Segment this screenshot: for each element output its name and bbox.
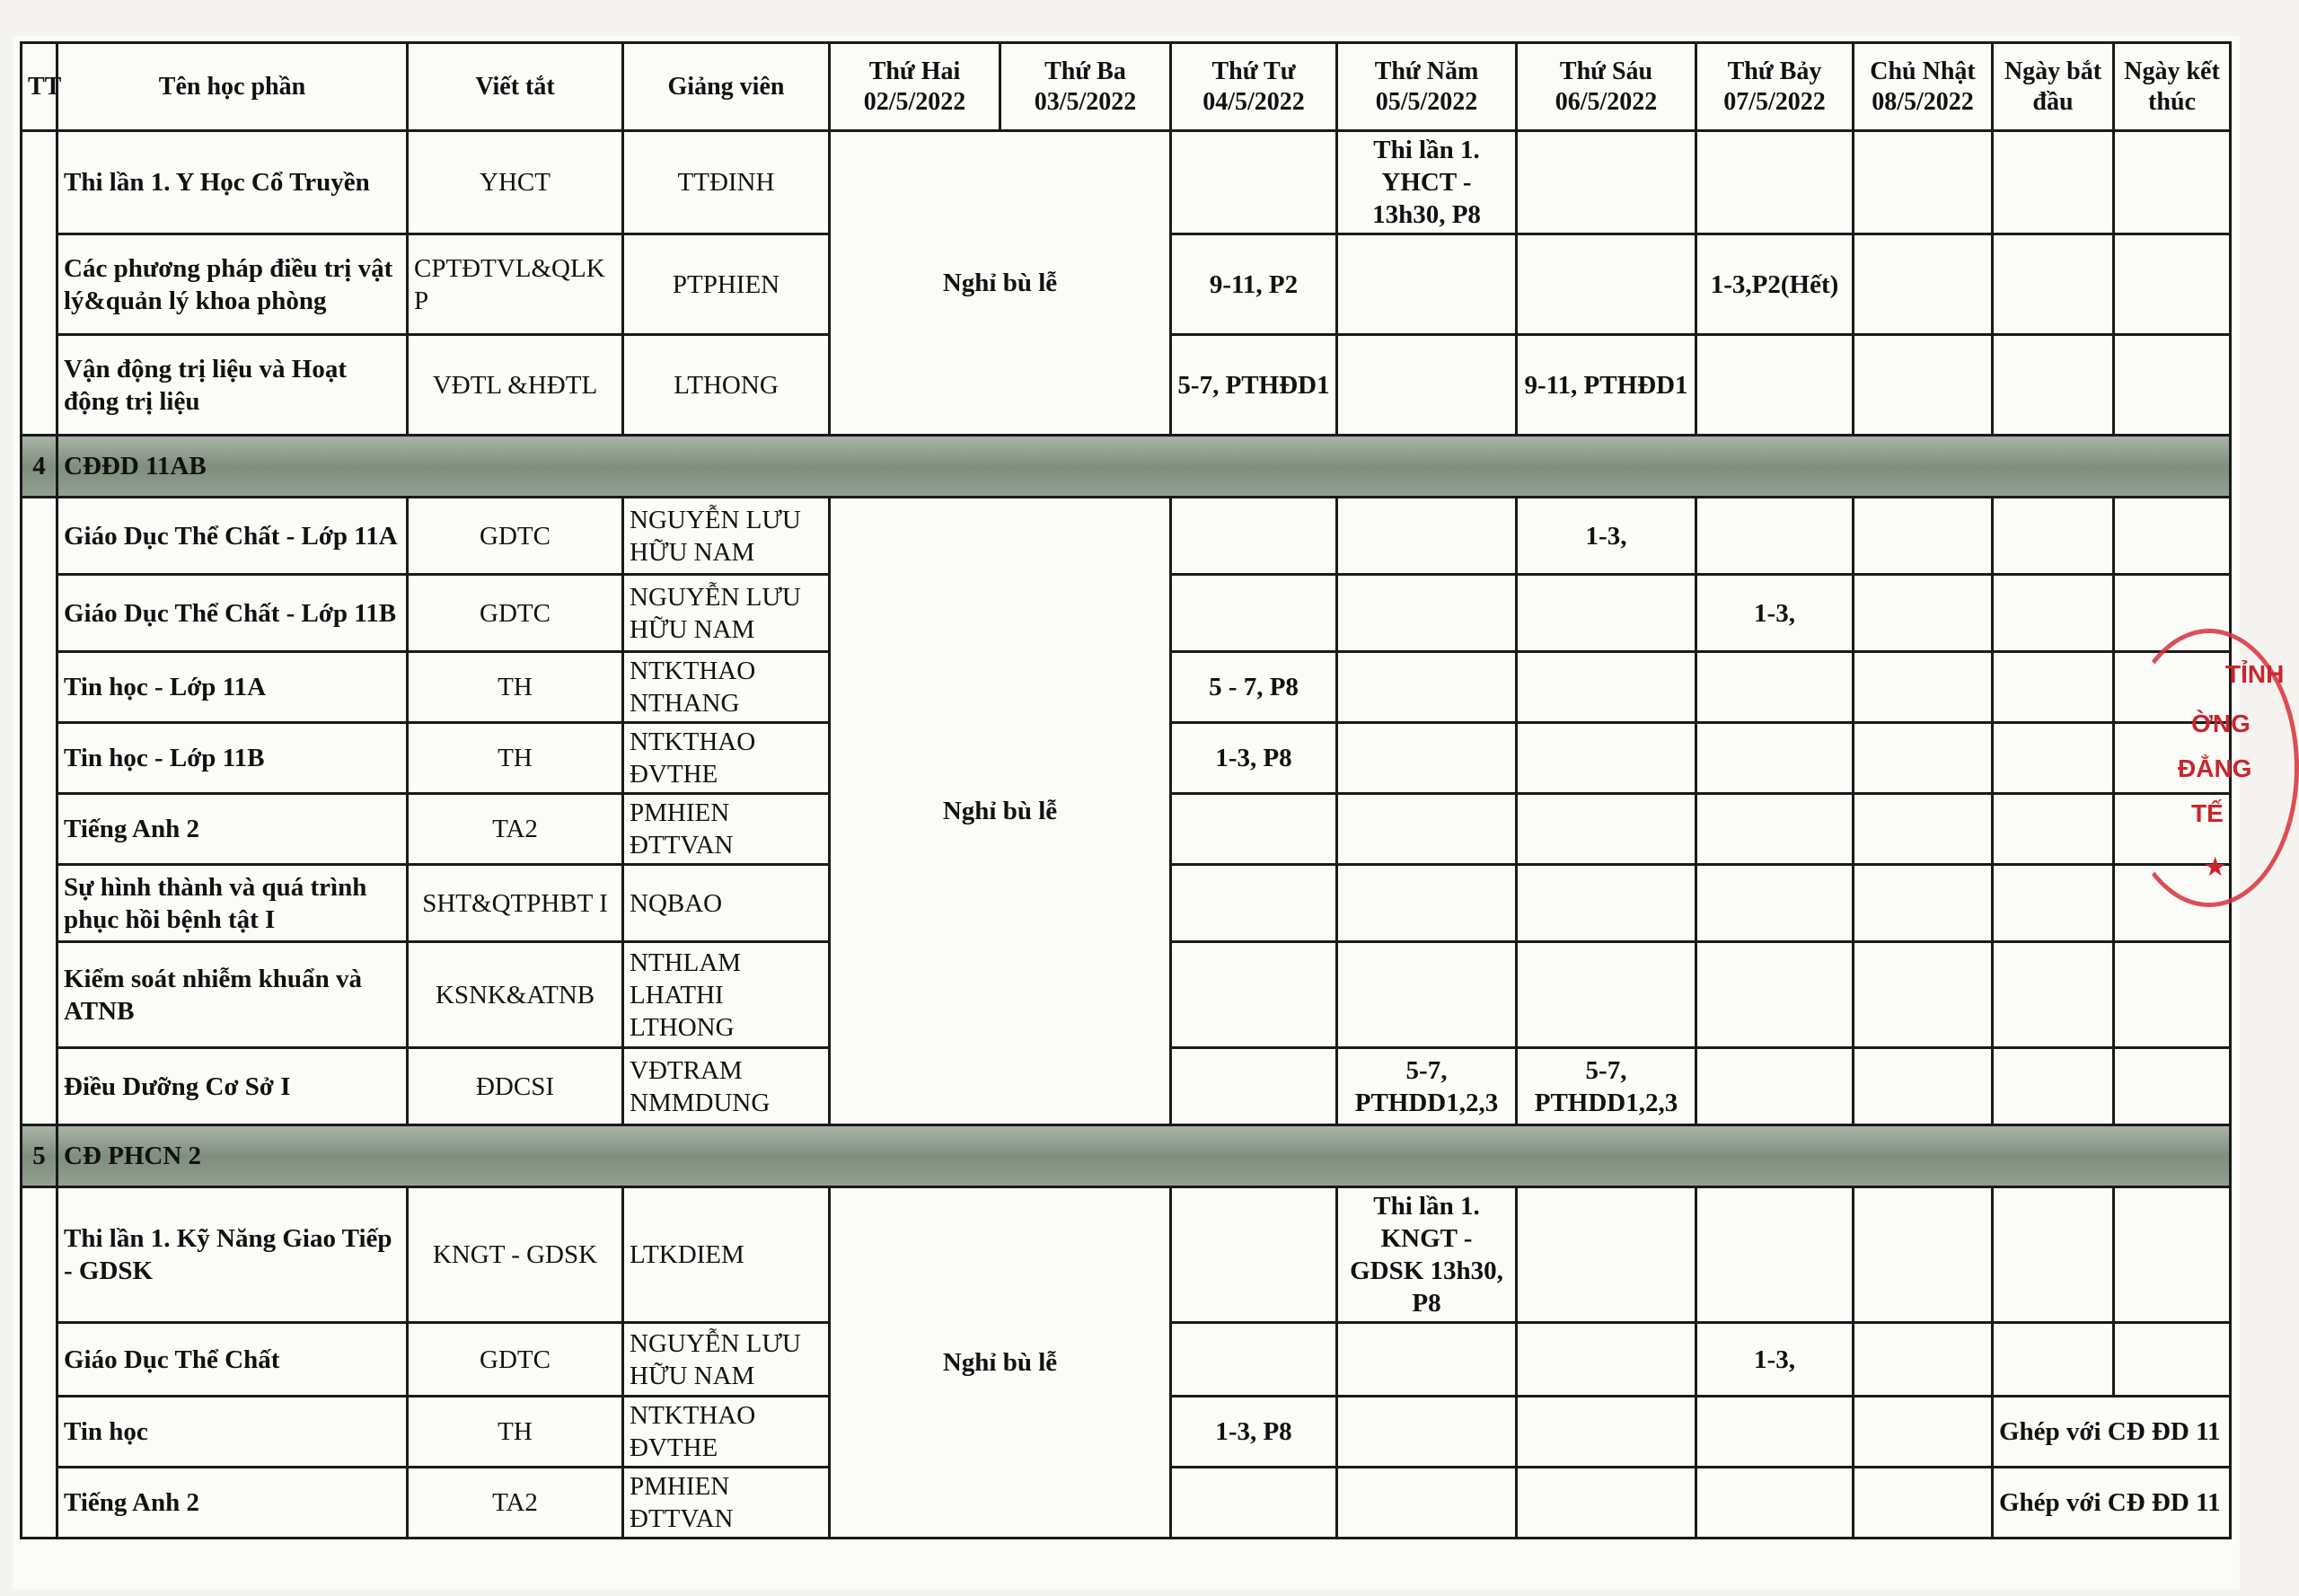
lecturer: LTHONG: [623, 335, 830, 436]
lecturer: NGUYỄN LƯU HỮU NAM: [623, 575, 830, 652]
table-row: [22, 131, 2231, 234]
course-abbr: ĐDCSI: [408, 1048, 623, 1125]
table-row: Điều Dưỡng Cơ Sở I ĐDCSI VĐTRAM NMMDUNG 5-7, PTHDD1,2,3 5-7, PTHDD1,2,3: [22, 1048, 2231, 1125]
table-row: Tin học - Lớp 11B TH NTKTHAO ĐVTHE 1-3, P8: [22, 723, 2231, 794]
table-row: Tin học TH NTKTHAO ĐVTHE 1-3, P8 Ghép với CĐ ĐD 11: [22, 1397, 2231, 1468]
exam-cell: Thi lần 1. KNGT - GDSK 13h30, P8: [1337, 1187, 1517, 1323]
stamp-text: TỈNH: [2225, 660, 2285, 688]
course-abbr: KSNK&ATNB: [408, 942, 623, 1048]
course-abbr: TA2: [408, 794, 623, 865]
course-name: Vận động trị liệu và Hoạt động trị liệu: [57, 335, 408, 436]
course-name: Các phương pháp điều trị vật lý&quản lý khoa phòng: [57, 234, 408, 335]
header-day-mon: Thứ Hai 02/5/2022: [830, 43, 1000, 131]
course-abbr: CPTĐTVL&QLKP: [408, 234, 623, 335]
table-row: Vận động trị liệu và Hoạt động trị liệu VĐTL &HĐTL LTHONG 5-7, PTHĐD1 9-11, PTHĐD1: [22, 335, 2231, 436]
course-abbr: GDTC: [408, 498, 623, 575]
header-day-tue: Thứ Ba 03/5/2022: [1000, 43, 1171, 131]
holiday-cell: Nghỉ bù lễ: [830, 498, 1171, 1125]
schedule-table: [20, 41, 2232, 1539]
lecturer: NGUYỄN LƯU HỮU NAM: [623, 1323, 830, 1397]
exam-cell: Thi lần 1. YHCT - 13h30, P8: [1337, 131, 1517, 234]
section-number: 5: [22, 1125, 57, 1187]
lecturer: LTKDIEM: [623, 1187, 830, 1323]
course-name: Kiểm soát nhiễm khuẩn và ATNB: [57, 942, 408, 1048]
table-row: Giáo Dục Thể Chất GDTC NGUYỄN LƯU HỮU NAM 1-3,: [22, 1323, 2231, 1397]
course-abbr: YHCT: [408, 131, 623, 234]
header-course: Tên học phần: [57, 43, 408, 131]
course-name: Thi lần 1. Y Học Cổ Truyền: [57, 131, 408, 234]
header-day-thu: Thứ Năm 05/5/2022: [1337, 43, 1517, 131]
section-header: [22, 1125, 2231, 1187]
lecturer: NTHLAM LHATHI LTHONG: [623, 942, 830, 1048]
course-name: Điều Dưỡng Cơ Sở I: [57, 1048, 408, 1125]
section-title: CĐ PHCN 2: [57, 1125, 2231, 1187]
header-row: [22, 43, 2231, 131]
course-name: Giáo Dục Thể Chất - Lớp 11A: [57, 498, 408, 575]
course-abbr: GDTC: [408, 575, 623, 652]
lecturer: NTKTHAO NTHANG: [623, 652, 830, 723]
section-title: CĐĐD 11AB: [57, 436, 2231, 498]
header-day-fri: Thứ Sáu 06/5/2022: [1517, 43, 1696, 131]
course-abbr: SHT&QTPHBT I: [408, 865, 623, 942]
course-name: Giáo Dục Thể Chất: [57, 1323, 408, 1397]
lecturer: VĐTRAM NMMDUNG: [623, 1048, 830, 1125]
course-name: Tiếng Anh 2: [57, 1468, 408, 1539]
course-abbr: VĐTL &HĐTL: [408, 335, 623, 436]
table-row: Giáo Dục Thể Chất - Lớp 11B GDTC NGUYỄN LƯU HỮU NAM 1-3,: [22, 575, 2231, 652]
lecturer: PMHIEN ĐTTVAN: [623, 1468, 830, 1539]
table-row: Tin học - Lớp 11A TH NTKTHAO NTHANG 5 - 7, P8: [22, 652, 2231, 723]
lecturer: TTĐINH: [623, 131, 830, 234]
lecturer: NGUYỄN LƯU HỮU NAM: [623, 498, 830, 575]
merge-note: Ghép với CĐ ĐD 11: [1993, 1397, 2231, 1468]
lecturer: NQBAO: [623, 865, 830, 942]
course-name: Thi lần 1. Kỹ Năng Giao Tiếp - GDSK: [57, 1187, 408, 1323]
header-tt: TT: [22, 43, 57, 131]
course-abbr: TH: [408, 1397, 623, 1468]
header-day-sat: Thứ Bảy 07/5/2022: [1696, 43, 1854, 131]
lecturer: PTPHIEN: [623, 234, 830, 335]
header-end: Ngày kết thúc: [2114, 43, 2231, 131]
course-abbr: TH: [408, 652, 623, 723]
stamp-text: TẾ: [2191, 799, 2224, 827]
star-icon: ★: [2205, 853, 2226, 880]
course-name: Tin học: [57, 1397, 408, 1468]
course-abbr: TA2: [408, 1468, 623, 1539]
holiday-cell: Nghỉ bù lễ: [830, 1187, 1171, 1539]
lecturer: NTKTHAO ĐVTHE: [623, 1397, 830, 1468]
course-name: Tin học - Lớp 11A: [57, 652, 408, 723]
table-row: Giáo Dục Thể Chất - Lớp 11A GDTC NGUYỄN LƯU HỮU NAM Nghỉ bù lễ 1-3,: [22, 498, 2231, 575]
lecturer: PMHIEN ĐTTVAN: [623, 794, 830, 865]
merge-note: Ghép với CĐ ĐD 11: [1993, 1468, 2231, 1539]
course-name: Giáo Dục Thể Chất - Lớp 11B: [57, 575, 408, 652]
header-start: Ngày bắt đầu: [1993, 43, 2114, 131]
header-day-sun: Chủ Nhật 08/5/2022: [1854, 43, 1993, 131]
course-abbr: KNGT - GDSK: [408, 1187, 623, 1323]
header-lecturer: Giảng viên: [623, 43, 830, 131]
course-name: Tiếng Anh 2: [57, 794, 408, 865]
course-name: Tin học - Lớp 11B: [57, 723, 408, 794]
holiday-cell: Nghỉ bù lễ: [830, 131, 1171, 436]
header-day-wed: Thứ Tư 04/5/2022: [1171, 43, 1337, 131]
section-number: 4: [22, 436, 57, 498]
course-name: Sự hình thành và quá trình phục hồi bệnh tật I: [57, 865, 408, 942]
table-row: [22, 1187, 2231, 1323]
section-header: [22, 436, 2231, 498]
lecturer: NTKTHAO ĐVTHE: [623, 723, 830, 794]
stamp-text: ỜNG: [2191, 710, 2251, 737]
header-abbr: Viết tắt: [408, 43, 623, 131]
stamp-text: ĐẲNG: [2178, 754, 2252, 782]
course-abbr: GDTC: [408, 1323, 623, 1397]
table-row: Các phương pháp điều trị vật lý&quản lý khoa phòng CPTĐTVL&QLKP PTPHIEN 9-11, P2 1-3,P2(Hết): [22, 234, 2231, 335]
course-abbr: TH: [408, 723, 623, 794]
